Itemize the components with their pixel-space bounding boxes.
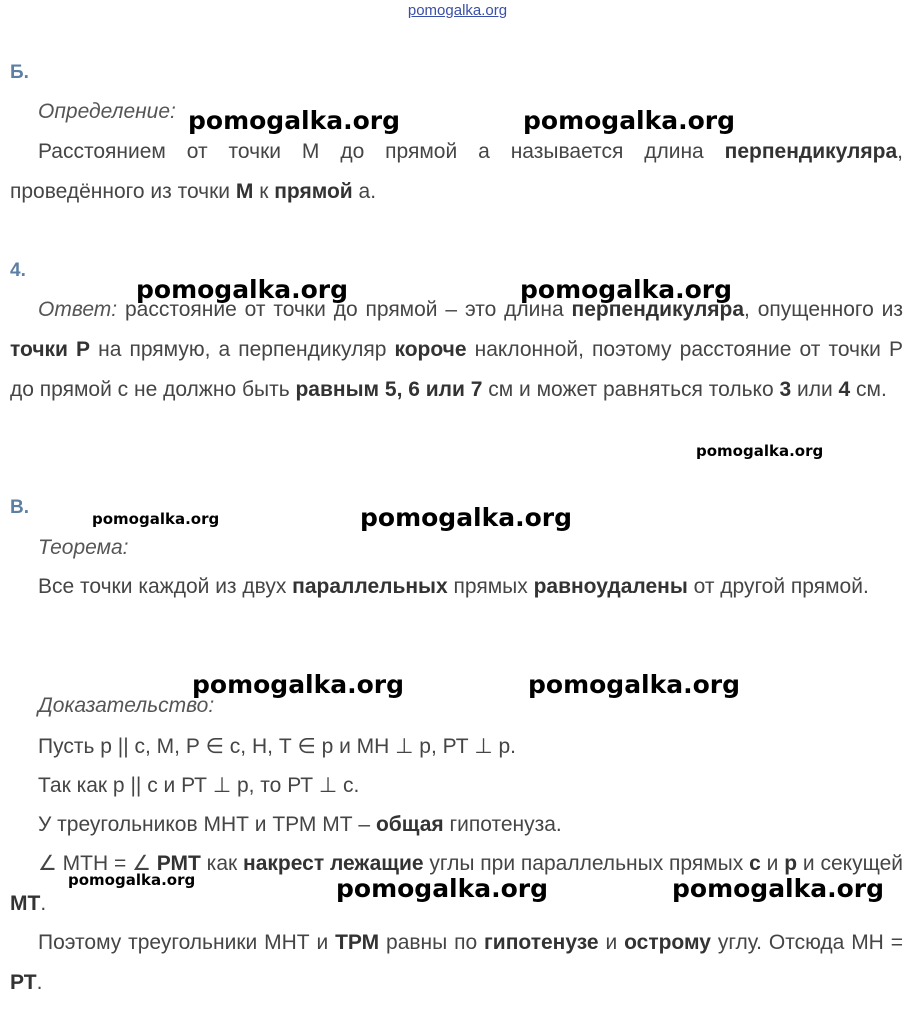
watermark: pomogalka.org (136, 275, 349, 304)
header-site-link[interactable]: pomogalka.org (407, 2, 508, 19)
watermark: pomogalka.org (192, 670, 405, 699)
watermark: pomogalka.org (528, 670, 741, 699)
watermark: pomogalka.org (92, 510, 220, 528)
section-b-letter: Б. (10, 62, 29, 83)
watermark: pomogalka.org (188, 106, 401, 135)
theorem-label: Теорема: (38, 536, 129, 559)
watermark: pomogalka.org (336, 874, 549, 903)
watermark: pomogalka.org (696, 442, 824, 460)
section-4-number: 4. (10, 260, 26, 281)
answer-text: Ответ: расстояние от точки до прямой – это длина перпендикуляра, опущенного из точки Р на прямую, а перпендикуляр короче наклонной, поэтому расстояние от точки Р до прямой с не должно быть равным 5, 6 или 7 см и может равняться только 3 или 4 см. (10, 298, 904, 401)
watermark: pomogalka.org (520, 275, 733, 304)
watermark: pomogalka.org (68, 871, 196, 889)
definition-label: Определение: (38, 100, 176, 123)
answer-label: Ответ: (38, 298, 118, 321)
proof-line-2: Так как р || с и РТ ⊥ р, то РТ ⊥ с. (38, 774, 360, 797)
definition-text: Расстоянием от точки М до прямой а называется длина перпендикуляра, проведённого из точки М к прямой а. (10, 140, 903, 203)
watermark: pomogalka.org (360, 503, 573, 532)
proof-paragraph-5: Поэтому треугольники МНТ и ТРМ равны по гипотенузе и острому углу. Отсюда МН = РТ. (10, 931, 903, 994)
watermark: pomogalka.org (672, 874, 885, 903)
watermark: pomogalka.org (523, 106, 736, 135)
section-v-letter: В. (10, 497, 29, 518)
proof-label: Доказательство: (38, 694, 215, 717)
theorem-text: Все точки каждой из двух параллельных прямых равноудалены от другой прямой. (38, 575, 869, 598)
proof-line-3: У треугольников МНТ и ТРМ МТ – общая гипотенуза. (38, 813, 562, 836)
proof-line-1: Пусть р || с, М, Р ∈ с, Н, Т ∈ р и МН ⊥ р, РТ ⊥ р. (38, 735, 517, 758)
proof-paragraph-4: ∠ МТН = ∠ РМТ как накрест лежащие углы при параллельных прямых с и р и секущей МТ. (10, 852, 904, 915)
